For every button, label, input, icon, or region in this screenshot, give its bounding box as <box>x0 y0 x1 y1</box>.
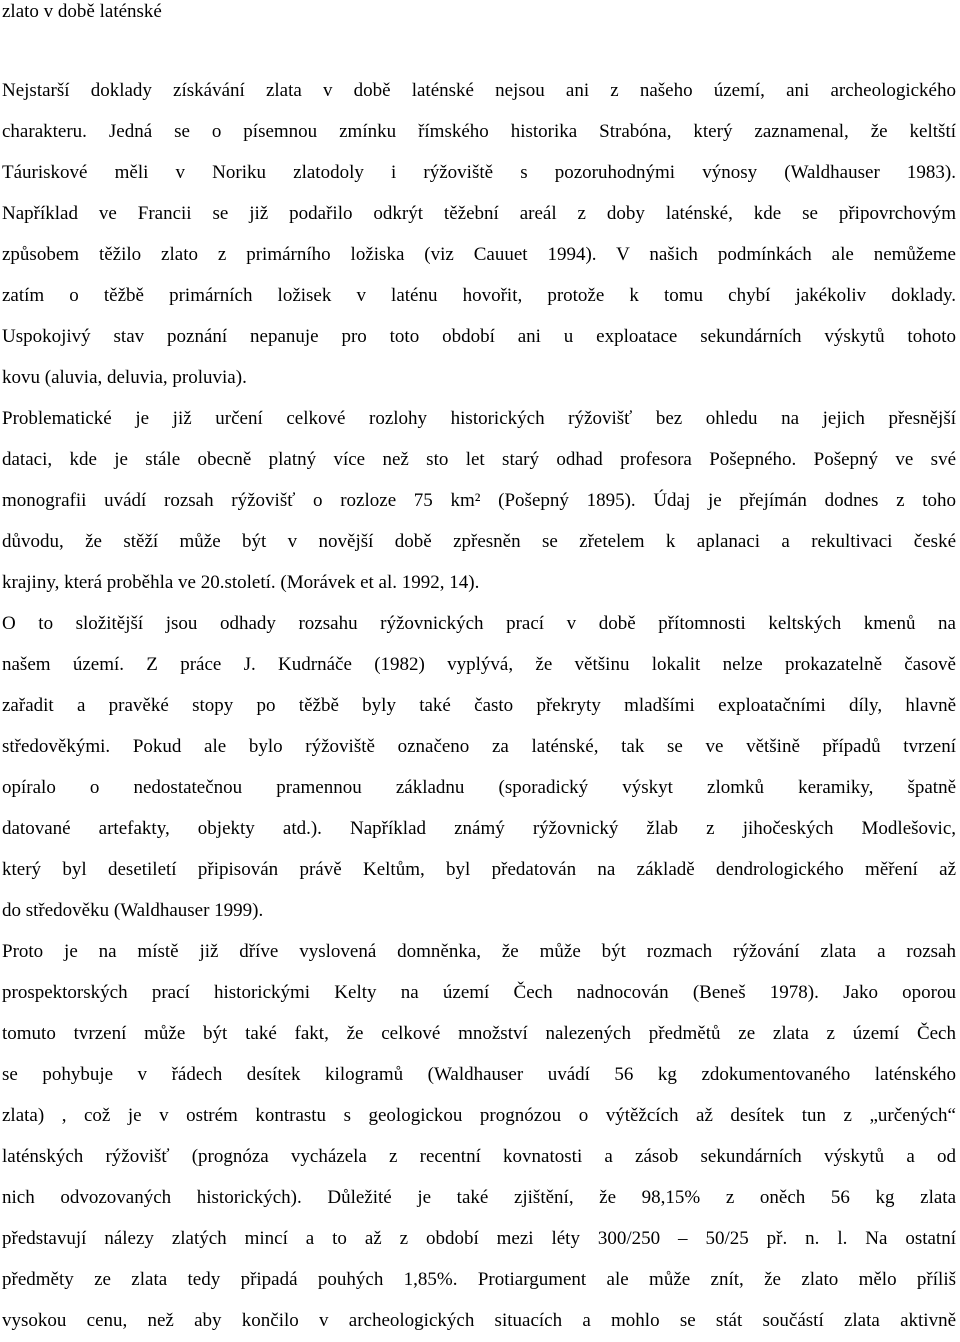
text-line: zařadit a pravěké stopy po těžbě byly také často překryty mladšími exploatačními díly, hlavně <box>2 695 956 716</box>
text-line: Táuriskové měli v Noriku zlatodoly i rýžoviště s pozoruhodnými výnosy (Waldhauser 1983). <box>2 162 956 183</box>
text-line: zlata) , což je v ostrém kontrastu s geologickou prognózou o výtěžcích až desítek tun z „určených“ <box>2 1105 956 1126</box>
text-line: Uspokojivý stav poznání nepanuje pro toto období ani u exploatace sekundárních výskytů tohoto <box>2 326 956 347</box>
text-line: do středověku (Waldhauser 1999). <box>2 900 264 921</box>
text-line: krajiny, která proběhla ve 20.století. (Morávek et al. 1992, 14). <box>2 572 480 593</box>
text-line: zatím o těžbě primárních ložisek v laténu hovořit, protože k tomu chybí jakékoliv doklady. <box>2 285 956 306</box>
text-line: prospektorských prací historickými Kelty na území Čech nadnocován (Beneš 1978). Jako oporou <box>2 982 956 1003</box>
section-heading: zlato v době laténské <box>2 1 162 22</box>
paragraph-2 <box>2 398 956 603</box>
text-line: Problematické je již určení celkové rozlohy historických rýžovišť bez ohledu na jejich přesnější <box>2 408 956 429</box>
text-line: Proto je na místě již dříve vyslovená domněnka, že může být rozmach rýžování zlata a rozsah <box>2 941 956 962</box>
text-line: nich odvozovaných historických). Důležité je také zjištění, že 98,15% z oněch 56 kg zlata <box>2 1187 956 1208</box>
text-line: se pohybuje v řádech desítek kilogramů (Waldhauser uvádí 56 kg zdokumentovaného laténského <box>2 1064 956 1085</box>
document-body <box>2 70 956 1341</box>
text-line: který byl desetiletí připisován právě Keltům, byl předatován na základě dendrologického měření až <box>2 859 956 880</box>
text-line: dataci, kde je stále obecně platný více než sto let starý odhad profesora Pošepného. Pošepný ve své <box>2 449 956 470</box>
text-line: našem území. Z práce J. Kudrnáče (1982) vyplývá, že většinu lokalit nelze prokazatelně časově <box>2 654 956 675</box>
text-line: charakteru. Jedná se o písemnou zmínku římského historika Strabóna, který zaznamenal, že keltští <box>2 121 956 142</box>
text-line: tomuto tvrzení může být také fakt, že celkové množství nalezených předmětů ze zlata z území Čech <box>2 1023 956 1044</box>
text-line: laténských rýžovišť (prognóza vycházela z recentní kovnatosti a zásob sekundárních výskytů a od <box>2 1146 956 1167</box>
text-line: opíralo o nedostatečnou pramennou základnu (sporadický výskyt zlomků keramiky, špatně <box>2 777 956 798</box>
text-line: vysokou cenu, než aby končilo v archeologických situacích a mohlo se stát součástí zlata aktivně <box>2 1310 956 1331</box>
text-line: Například ve Francii se již podařilo odkrýt těžební areál z doby laténské, kde se připovrchovým <box>2 203 956 224</box>
text-line: způsobem těžilo zlato z primárního ložiska (viz Cauuet 1994). V našich podmínkách ale nemůžeme <box>2 244 956 265</box>
paragraph-4 <box>2 931 956 1341</box>
text-line: důvodu, že stěží může být v novější době zpřesněn se zřetelem k aplanaci a rekultivaci české <box>2 531 956 552</box>
text-line: kovu (aluvia, deluvia, proluvia). <box>2 367 247 388</box>
text-line: monografii uvádí rozsah rýžovišť o rozloze 75 km² (Pošepný 1895). Údaj je přejímán dodnes z toho <box>2 490 956 511</box>
paragraph-1 <box>2 70 956 398</box>
text-line: Nejstarší doklady získávání zlata v době laténské nejsou ani z našeho území, ani archeologického <box>2 80 956 101</box>
text-line: datované artefakty, objekty atd.). Například známý rýžovnický žlab z jihočeských Modlešovic, <box>2 818 956 839</box>
text-line: předměty ze zlata tedy připadá pouhých 1,85%. Protiargument ale může znít, že zlato mělo příliš <box>2 1269 956 1290</box>
text-line: O to složitější jsou odhady rozsahu rýžovnických prací v době přítomnosti keltských kmenů na <box>2 613 956 634</box>
text-line: představují nálezy zlatých mincí a to až z období mezi léty 300/250 – 50/25 př. n. l. Na ostatní <box>2 1228 956 1249</box>
paragraph-3 <box>2 603 956 931</box>
text-line: středověkými. Pokud ale bylo rýžoviště označeno za laténské, tak se ve většině případů tvrzení <box>2 736 956 757</box>
